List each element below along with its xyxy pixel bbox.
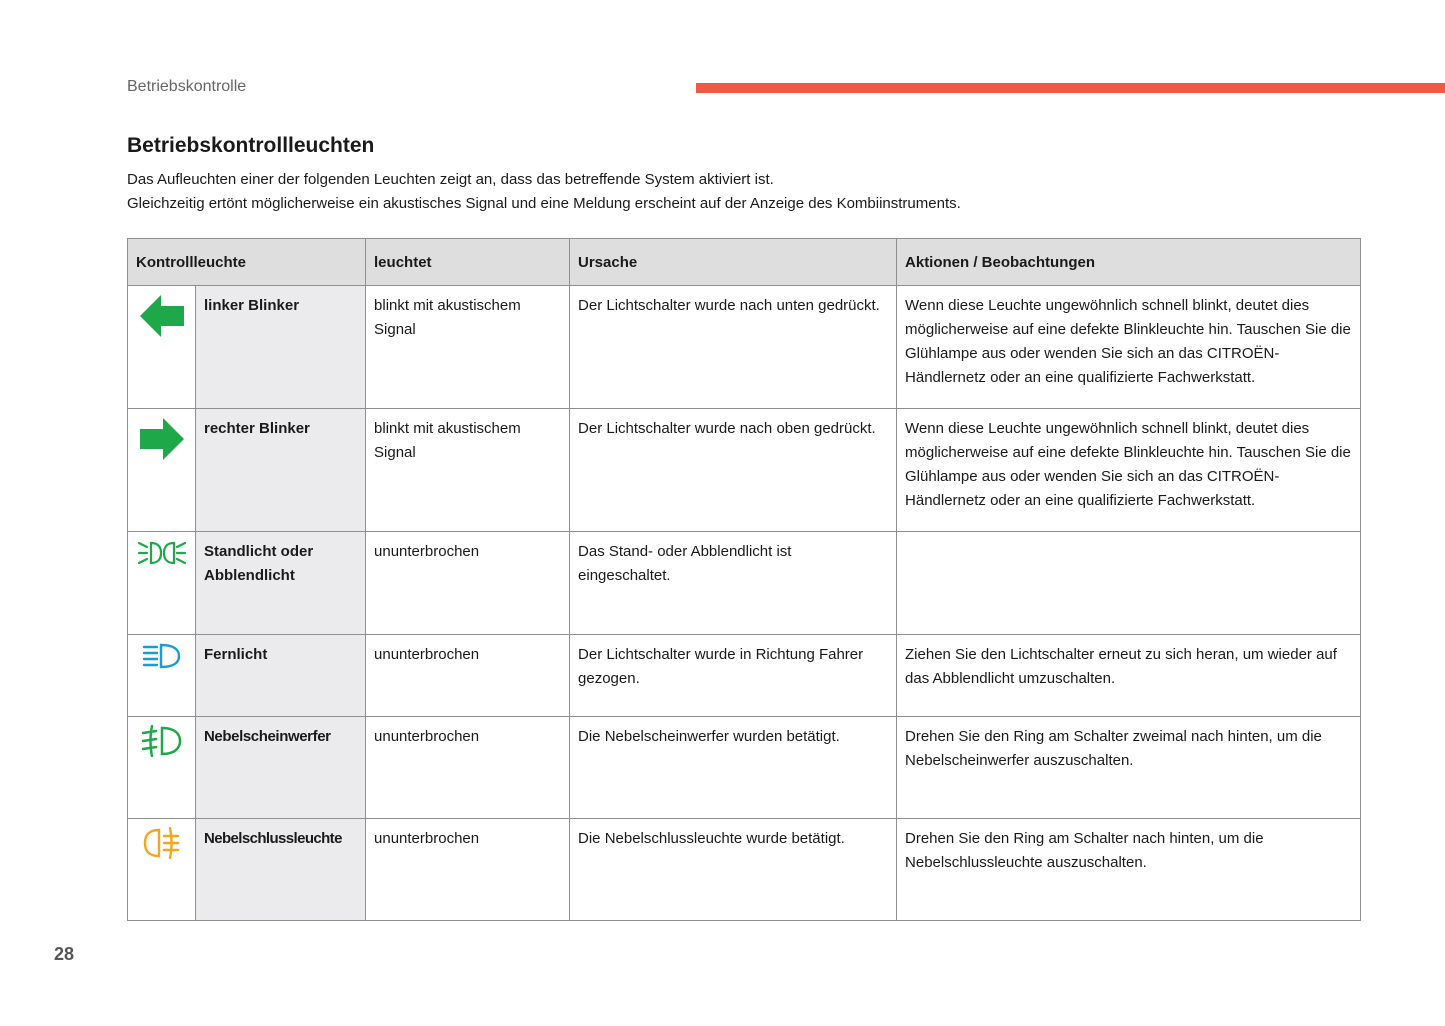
- intro-text: [127, 168, 961, 216]
- light-name: Nebelscheinwerfer: [196, 717, 366, 819]
- lit-mode: blinkt mit akustischem Signal: [366, 286, 570, 409]
- table-row: [128, 635, 1361, 717]
- light-name: linker Blinker: [196, 286, 366, 409]
- icon-cell: [128, 635, 196, 717]
- icon-cell: [128, 286, 196, 409]
- table-row: [128, 286, 1361, 409]
- main-beam-icon: [136, 643, 187, 669]
- lit-mode: ununterbrochen: [366, 819, 570, 921]
- icon-cell: [128, 717, 196, 819]
- intro-line: Das Aufleuchten einer der folgenden Leuchten zeigt an, dass das betreffende System aktiviert ist.: [127, 171, 774, 188]
- page-number: 28: [54, 944, 75, 964]
- lit-mode: ununterbrochen: [366, 532, 570, 635]
- table-row: [128, 717, 1361, 819]
- action-text: Wenn diese Leuchte ungewöhnlich schnell blinkt, deutet dies möglicherweise auf eine defekte Blinkleuchte hin. Tauschen Sie die Glühlampe aus oder wenden Sie sich an das CITROËN-Händlernetz oder an eine qualifizierte Fachwerkstatt.: [897, 286, 1361, 409]
- light-name: Standlicht oder Abblendlicht: [196, 532, 366, 635]
- light-name: Nebelschlussleuchte: [196, 819, 366, 921]
- cause-text: Der Lichtschalter wurde in Richtung Fahrer gezogen.: [570, 635, 897, 717]
- section-label: Betriebskontrolle: [127, 78, 247, 95]
- right-turn-signal-icon: [136, 417, 187, 461]
- column-header: Ursache: [570, 239, 897, 286]
- sidelights-dipped-beam-icon: [136, 540, 187, 566]
- table-row: [128, 819, 1361, 921]
- front-fog-lamp-icon: [136, 725, 187, 757]
- rear-fog-lamp-icon: [136, 827, 187, 859]
- icon-cell: [128, 819, 196, 921]
- light-name: Fernlicht: [196, 635, 366, 717]
- column-header: Aktionen / Beobachtungen: [897, 239, 1361, 286]
- action-text: Ziehen Sie den Lichtschalter erneut zu sich heran, um wieder auf das Abblendlicht umzuschalten.: [897, 635, 1361, 717]
- action-text: Wenn diese Leuchte ungewöhnlich schnell blinkt, deutet dies möglicherweise auf eine defekte Blinkleuchte hin. Tauschen Sie die Glühlampe aus oder wenden Sie sich an das CITROËN-Händlernetz oder an eine qualifizierte Fachwerkstatt.: [897, 409, 1361, 532]
- page-title: Betriebskontrollleuchten: [127, 134, 375, 157]
- table-row: [128, 409, 1361, 532]
- cause-text: Der Lichtschalter wurde nach oben gedrückt.: [570, 409, 897, 532]
- action-text: Drehen Sie den Ring am Schalter zweimal nach hinten, um die Nebelscheinwerfer auszuschalten.: [897, 717, 1361, 819]
- intro-line: Gleichzeitig ertönt möglicherweise ein akustisches Signal und eine Meldung erscheint auf der Anzeige des Kombiinstruments.: [127, 195, 961, 212]
- table-header-row: [128, 239, 1361, 286]
- action-text: [897, 532, 1361, 635]
- lit-mode: blinkt mit akustischem Signal: [366, 409, 570, 532]
- column-header: Kontrollleuchte: [128, 239, 366, 286]
- table-row: [128, 532, 1361, 635]
- action-text: Drehen Sie den Ring am Schalter nach hinten, um die Nebelschlussleuchte auszuschalten.: [897, 819, 1361, 921]
- cause-text: Das Stand- oder Abblendlicht ist eingeschaltet.: [570, 532, 897, 635]
- light-name: rechter Blinker: [196, 409, 366, 532]
- icon-cell: [128, 409, 196, 532]
- warning-lights-table: [127, 238, 1361, 921]
- lit-mode: ununterbrochen: [366, 635, 570, 717]
- icon-cell: [128, 532, 196, 635]
- column-header: leuchtet: [366, 239, 570, 286]
- lit-mode: ununterbrochen: [366, 717, 570, 819]
- left-turn-signal-icon: [136, 294, 187, 338]
- cause-text: Die Nebelschlussleuchte wurde betätigt.: [570, 819, 897, 921]
- header-accent-bar: [696, 83, 1445, 93]
- cause-text: Der Lichtschalter wurde nach unten gedrückt.: [570, 286, 897, 409]
- cause-text: Die Nebelscheinwerfer wurden betätigt.: [570, 717, 897, 819]
